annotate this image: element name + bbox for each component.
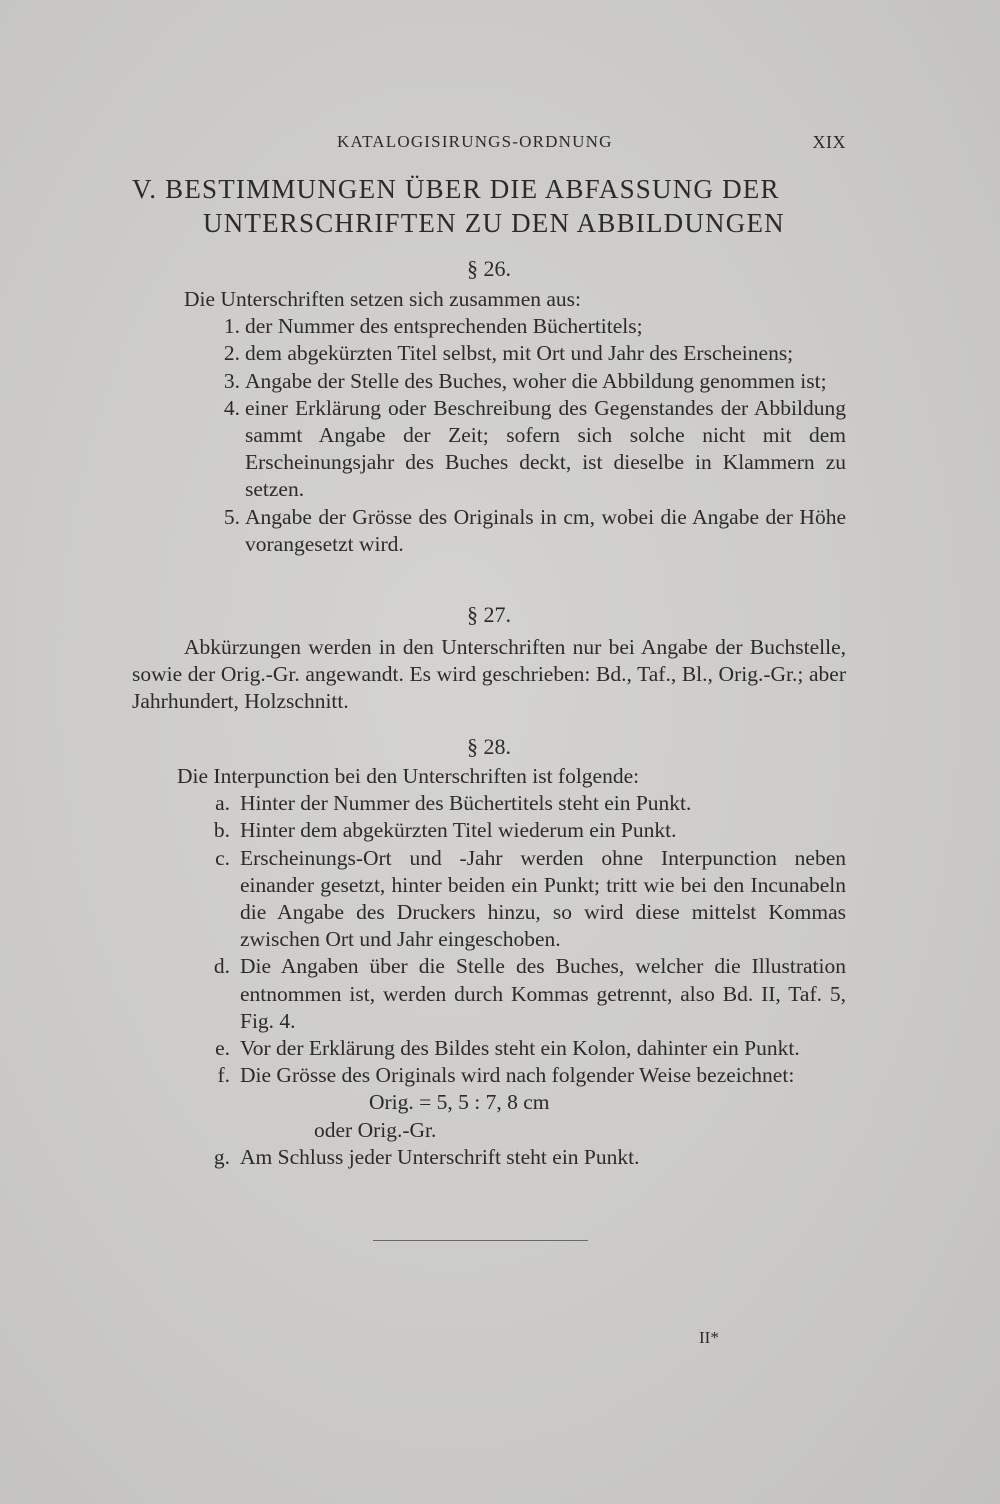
list-item-letter: e.	[215, 1036, 230, 1061]
list-item-text: Die Grösse des Originals wird nach folgender Weise bezeichnet:	[240, 1063, 795, 1088]
list-item-number: 5.	[223, 504, 240, 529]
chapter-title-line-1: V. BESTIMMUNGEN ÜBER DIE ABFASSUNG DER	[132, 174, 780, 204]
list-item-letter: f.	[217, 1063, 230, 1088]
list-item	[132, 1062, 846, 1089]
list-item-text: Hinter dem abgekürzten Titel wiederum ein Punkt.	[240, 818, 677, 843]
list-item-text: Angabe der Stelle des Buches, woher die Abbildung genommen ist;	[245, 368, 827, 393]
list-item-text: Erscheinungs-Ort und -Jahr werden ohne Interpunction neben einander gesetzt, hinter beiden ein Punkt; tritt wie bei den Incunabeln die Angabe des Druckers hinzu, so wird diese mittelst Kommas zwischen Ort und Jahr eingeschoben.	[240, 845, 846, 952]
list-item	[132, 395, 846, 504]
list-item	[132, 953, 846, 1035]
list-item-letter: g.	[213, 1144, 230, 1169]
list-item	[132, 368, 846, 395]
list-item	[132, 817, 846, 844]
list-item-letter: d.	[213, 954, 230, 979]
list-item-text: Angabe der Grösse des Originals in cm, wobei die Angabe der Höhe vorangesetzt wird.	[245, 504, 846, 556]
list-item	[132, 790, 846, 817]
list-item	[132, 845, 846, 954]
closing-rule	[373, 1240, 588, 1241]
section-28-list-end	[132, 1144, 846, 1171]
section-28-body	[132, 763, 846, 1171]
list-item-text: dem abgekürzten Titel selbst, mit Ort und Jahr des Erscheinens;	[245, 341, 794, 366]
section-28-list	[132, 790, 846, 1089]
section-26-body	[132, 286, 846, 558]
list-item-number: 3.	[223, 368, 240, 393]
size-formula: Orig. = 5, 5 : 7, 8 cm	[369, 1090, 550, 1115]
list-item-letter: c.	[215, 845, 230, 870]
list-item-text: Hinter der Nummer des Büchertitels steht ein Punkt.	[240, 791, 692, 816]
list-item-number: 2.	[223, 341, 240, 366]
list-item-text: der Nummer des entsprechenden Büchertitels;	[245, 314, 643, 339]
list-item	[132, 313, 846, 340]
list-item-letter: b.	[213, 818, 230, 843]
list-item-text: Am Schluss jeder Unterschrift steht ein Punkt.	[240, 1144, 640, 1169]
list-item-number: 4.	[223, 395, 240, 420]
section-26-intro: Die Unterschriften setzen sich zusammen aus:	[184, 287, 582, 311]
list-item	[132, 1144, 846, 1171]
chapter-title	[132, 172, 846, 240]
section-26-list	[132, 313, 846, 558]
list-item-text: Die Angaben über die Stelle des Buches, welcher die Illustration entnommen ist, werden durch Kommas getrennt, also Bd. II, Taf. 5, Fig. 4.	[240, 954, 846, 1033]
section-27-paragraph: Abkürzungen werden in den Unterschriften nur bei Angabe der Buchstelle, sowie der Orig.-Gr. angewandt. Es wird geschrieben: Bd., Taf., Bl., Orig.-Gr.; aber Jahrhundert, Holzschnitt.	[132, 635, 846, 714]
size-formula-alternative: oder Orig.-Gr.	[314, 1117, 437, 1142]
list-item	[132, 1035, 846, 1062]
list-item-text: Vor der Erklärung des Bildes steht ein Kolon, dahinter ein Punkt.	[240, 1036, 800, 1061]
list-item-text: einer Erklärung oder Beschreibung des Gegenstandes der Abbildung sammt Angabe der Zeit; sofern sich solche nicht mit dem Erscheinungsjahr des Buches deckt, ist dieselbe in Klammern zu setzen.	[245, 395, 846, 502]
section-28-intro: Die Interpunction bei den Unterschriften ist folgende:	[177, 764, 640, 788]
chapter-title-line-2: UNTERSCHRIFTEN ZU DEN ABBILDUNGEN	[203, 208, 785, 238]
list-item-number: 1.	[223, 314, 240, 339]
running-head-title: KATALOGISIRUNGS-ORDNUNG	[337, 132, 613, 151]
list-item	[132, 504, 846, 558]
list-item-letter: a.	[215, 791, 230, 816]
page-number: XIX	[812, 132, 846, 152]
list-item	[132, 340, 846, 367]
section-26-heading: § 26.	[467, 256, 511, 281]
running-head	[132, 132, 846, 156]
signature-mark: II*	[699, 1328, 719, 1347]
section-27-heading: § 27.	[467, 602, 511, 627]
section-28-heading: § 28.	[467, 734, 511, 759]
